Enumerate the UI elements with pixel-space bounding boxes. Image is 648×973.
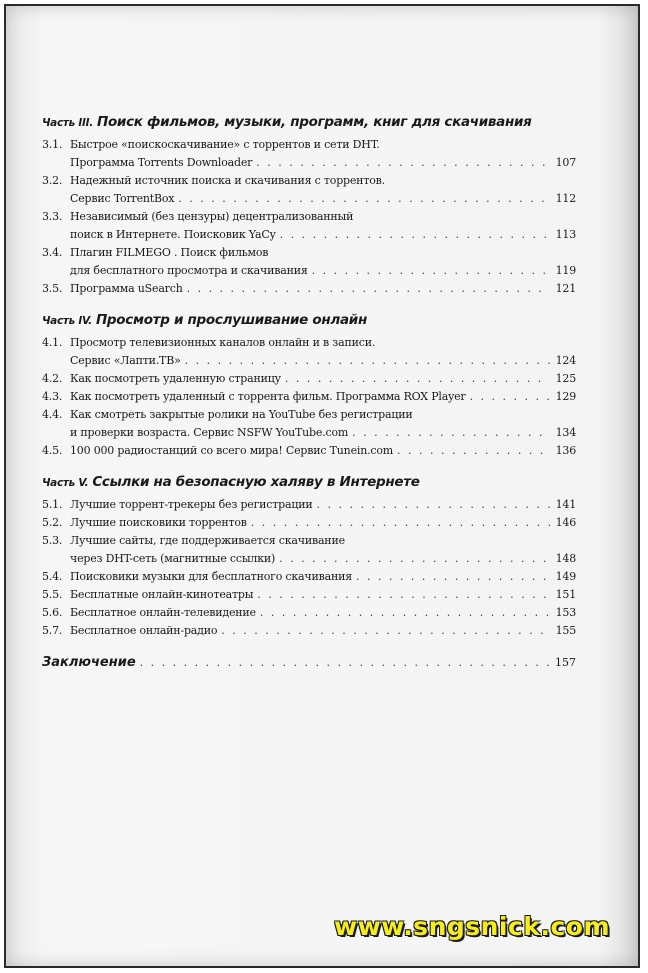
dot-leader: [221, 622, 550, 640]
toc-entry: [42, 622, 576, 640]
entry-title-line: Быстрое «поискоскачивание» с торрентов и сети DHT.: [70, 138, 380, 151]
page-number: 146: [555, 516, 576, 529]
toc-entry: [42, 208, 576, 244]
dot-leader: [187, 280, 550, 298]
toc-entry: [42, 334, 576, 370]
dot-leader: [285, 370, 550, 388]
entry-title-line: Программа Torrents Downloader: [70, 156, 253, 169]
dot-leader: [251, 514, 550, 532]
page-number: 136: [555, 444, 576, 457]
page-number: 125: [555, 372, 576, 385]
entry-number: 5.5.: [42, 588, 63, 601]
toc-entry: [42, 172, 576, 208]
entry-title-line: Надежный источник поиска и скачивания с торрентов.: [70, 174, 385, 187]
entry-number: 4.2.: [42, 372, 63, 385]
dot-leader: [256, 154, 550, 172]
entry-number: 3.5.: [42, 282, 63, 295]
page-number: 134: [555, 426, 576, 439]
toc-entry: [42, 532, 576, 568]
entry-number: 5.7.: [42, 624, 63, 637]
toc-section: [42, 474, 576, 640]
entry-number: 4.1.: [42, 336, 63, 349]
dot-leader: [260, 604, 550, 622]
entry-title-line: Просмотр телевизионных каналов онлайн и в записи.: [70, 336, 376, 349]
toc-entry: [42, 604, 576, 622]
watermark: www.sngsnick.com: [334, 912, 610, 941]
entry-title-line: Бесплатное онлайн-радио: [70, 624, 218, 637]
dot-leader: [178, 190, 550, 208]
dot-leader: [469, 388, 550, 406]
dot-leader: [280, 226, 550, 244]
toc-entry: [42, 586, 576, 604]
toc-entry: [42, 514, 576, 532]
dot-leader: [397, 442, 550, 460]
entry-number: 5.4.: [42, 570, 63, 583]
part-title: Поиск фильмов, музыки, программ, книг для скачивания: [96, 114, 532, 130]
show-through-credits: [6, 734, 638, 748]
conclusion-title: Заключение: [42, 655, 136, 670]
entry-number: 5.6.: [42, 606, 63, 619]
entry-title-line: 100 000 радиостанций со всего мира! Сервис Tunein.com: [70, 444, 393, 457]
part-label: Часть IV.: [42, 315, 92, 327]
page-number: 148: [555, 552, 576, 565]
page-number: 113: [555, 228, 576, 241]
entry-title-line: Сервис TorrentBox: [70, 192, 175, 205]
entry-number: 4.3.: [42, 390, 63, 403]
page-number: 151: [555, 588, 576, 601]
page-number: 153: [555, 606, 576, 619]
entry-title-line: Как смотреть закрытые ролики на YouTube без регистрации: [70, 408, 413, 421]
entry-number: 3.2.: [42, 174, 63, 187]
page-number: 155: [555, 624, 576, 637]
toc-entry: [42, 370, 576, 388]
dot-leader: [352, 424, 550, 442]
toc-entry: [42, 406, 576, 442]
page-number: 107: [555, 156, 576, 169]
entry-title-line: Независимый (без цензуры) децентрализованный: [70, 210, 354, 223]
page-number: 157: [555, 656, 576, 669]
entry-title-line: Сервис «Лапти.ТВ»: [70, 354, 181, 367]
book-page: [4, 4, 640, 968]
entry-title-line: поиск в Интернете. Поисковик YaCy: [70, 228, 276, 241]
table-of-contents: [42, 114, 576, 672]
entry-title-line: Поисковики музыки для бесплатного скачивания: [70, 570, 352, 583]
entry-title-line: Плагин FILMEGO . Поиск фильмов: [70, 246, 269, 259]
dot-leader: [140, 654, 550, 672]
part-label: Часть III.: [42, 117, 93, 129]
entry-title-line: Лучшие торрент-трекеры без регистрации: [70, 498, 313, 511]
part-label: Часть V.: [42, 477, 89, 489]
part-heading: [42, 114, 576, 130]
toc-section: [42, 312, 576, 460]
entry-title-line: Программа uSearch: [70, 282, 183, 295]
dot-leader: [356, 568, 550, 586]
page-number: 119: [555, 264, 576, 277]
toc-entry: [42, 136, 576, 172]
page-number: 124: [555, 354, 576, 367]
entry-title-line: Лучшие сайты, где поддерживается скачивание: [70, 534, 345, 547]
part-title: Ссылки на безопасную халяву в Интернете: [92, 474, 420, 490]
entry-title-line: Лучшие поисковики торрентов: [70, 516, 247, 529]
entry-title-line: Бесплатное онлайн-телевидение: [70, 606, 256, 619]
toc-entry: [42, 442, 576, 460]
toc-entry: [42, 568, 576, 586]
entry-title-line: через DHT-сеть (магнитные ссылки): [70, 552, 276, 565]
entry-number: 5.1.: [42, 498, 63, 511]
toc-entry: [42, 496, 576, 514]
part-title: Просмотр и прослушивание онлайн: [95, 312, 367, 328]
dot-leader: [185, 352, 550, 370]
page-number: 141: [555, 498, 576, 511]
toc-entry: [42, 244, 576, 280]
entry-title-line: для бесплатного просмотра и скачивания: [70, 264, 308, 277]
entry-title-line: Как посмотреть удаленный с торрента фильм. Программа ROX Player: [70, 390, 466, 403]
entry-title-line: Бесплатные онлайн-кинотеатры: [70, 588, 254, 601]
entry-number: 5.3.: [42, 534, 63, 547]
part-heading: [42, 474, 576, 490]
entry-number: 3.4.: [42, 246, 63, 259]
dot-leader: [312, 262, 550, 280]
entry-title-line: и проверки возраста. Сервис NSFW YouTube.com: [70, 426, 349, 439]
dot-leader: [279, 550, 550, 568]
entry-number: 4.4.: [42, 408, 63, 421]
entry-title-line: Как посмотреть удаленную страницу: [70, 372, 281, 385]
conclusion-entry: [42, 654, 576, 672]
entry-number: 3.3.: [42, 210, 63, 223]
entry-number: 3.1.: [42, 138, 63, 151]
part-heading: [42, 312, 576, 328]
toc-entry: [42, 280, 576, 298]
dot-leader: [257, 586, 550, 604]
toc-section: [42, 114, 576, 298]
entry-number: 4.5.: [42, 444, 63, 457]
toc-entry: [42, 388, 576, 406]
page-number: 149: [555, 570, 576, 583]
entry-number: 5.2.: [42, 516, 63, 529]
page-number: 121: [555, 282, 576, 295]
dot-leader: [317, 496, 551, 514]
page-number: 112: [555, 192, 576, 205]
page-number: 129: [555, 390, 576, 403]
